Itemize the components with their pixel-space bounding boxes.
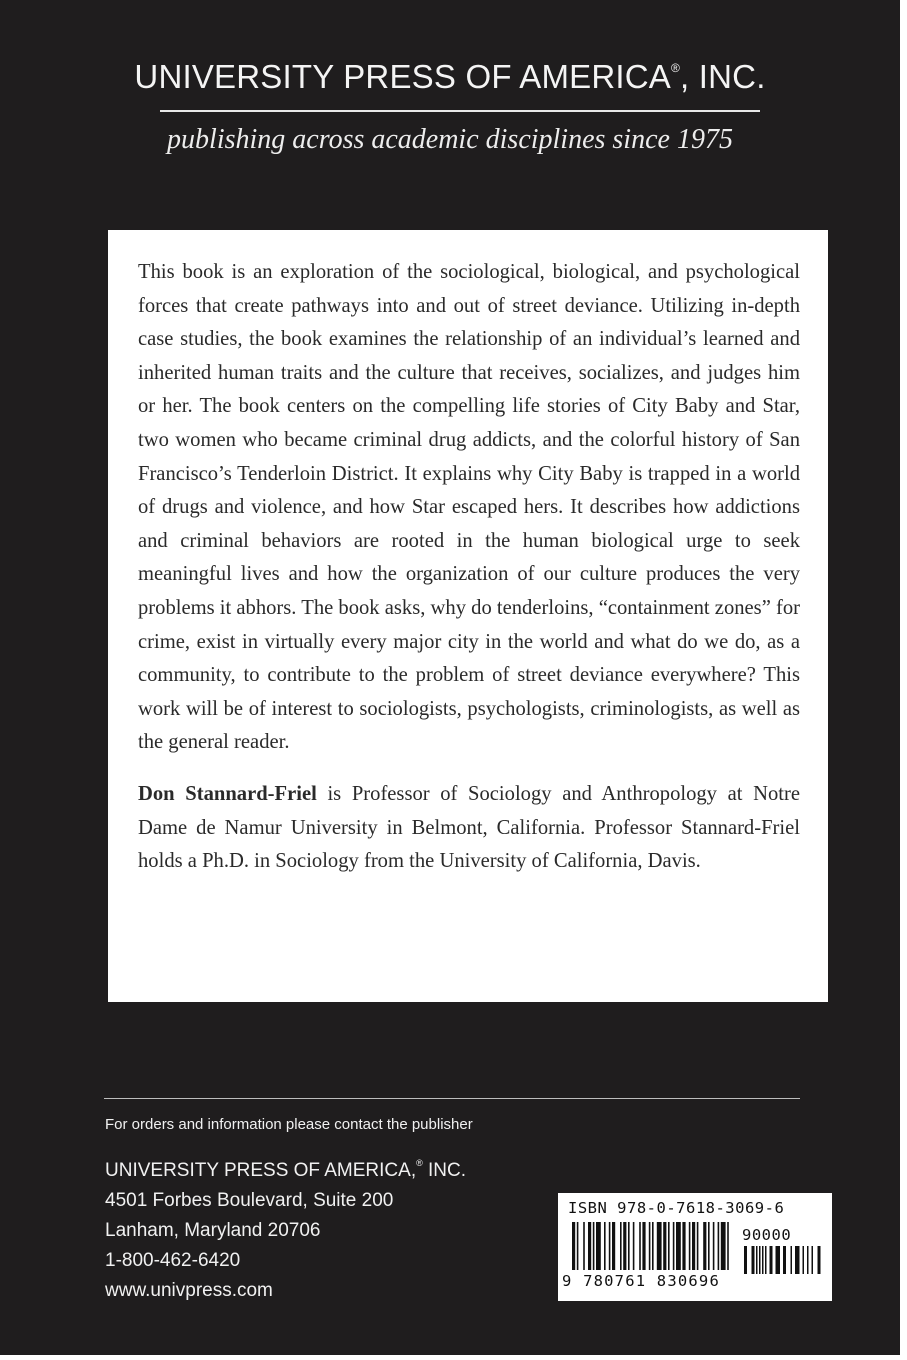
book-description: This book is an exploration of the sociological, biological, and psychological forces that create pathways into and out of street deviance. Utilizing in-depth case studies, the book examines the relationship of an individual’s learned and inherited human traits and the culture that receives, socializes, and judges him or her. The book centers on the compelling life stories of City Baby and Star, two women who became criminal drug addicts, and the colorful history of San Francisco’s Tenderloin District. It explains why City Baby is trapped in a world of drugs and violence, and how Star escaped hers. It describes how addictions and criminal behaviors are rooted in the human biological urge to seek meaningful lives and how the organization of our culture produces the very problems it abhors. The book asks, why do tenderloins, “containment zones” for crime, exist in virtually every major city in the world and what do we do, as a community, to contribute to the problem of street deviance everywhere? This work will be of interest to sociologists, psychologists, criminologists, as well as the general reader.	[138, 261, 800, 754]
barcode-addon-bar	[807, 1246, 809, 1274]
barcode-bar	[609, 1222, 611, 1270]
barcode-bar	[583, 1222, 585, 1270]
contact-publisher	[105, 1148, 545, 1186]
barcode-addon-bar	[765, 1246, 767, 1274]
barcode-digits: 9 780761 830696	[562, 1272, 720, 1290]
barcode-bar	[676, 1222, 681, 1270]
barcode-bar	[718, 1222, 720, 1270]
barcode-addon-bar	[812, 1246, 814, 1274]
author-bio: is Professor of Sociology and Anthropology at Notre Dame de Namur University in Belmont, California. Professor Stannard-Friel holds a Ph.D. in Sociology from the University of California, Davis.	[138, 782, 800, 873]
barcode-addon-bar	[795, 1246, 800, 1274]
barcode-bar	[593, 1222, 595, 1270]
barcode-addon-bar	[791, 1246, 793, 1274]
isbn-barcode	[558, 1193, 832, 1301]
barcode-bar	[620, 1222, 622, 1270]
publisher-contact	[105, 1116, 545, 1306]
barcode-addon-bar	[762, 1246, 764, 1274]
barcode-bar	[604, 1222, 606, 1270]
barcode-bar	[649, 1222, 651, 1270]
phone-number: 1-800-462-6420	[105, 1250, 241, 1271]
footer-divider	[104, 1098, 800, 1099]
website-link[interactable]: www.univpress.com	[105, 1280, 273, 1301]
barcode-addon-bar	[744, 1246, 747, 1274]
barcode-bar	[612, 1222, 615, 1270]
barcode-bar	[727, 1222, 729, 1270]
address-line-1: 4501 Forbes Boulevard, Suite 200	[105, 1190, 394, 1211]
barcode-bar	[577, 1222, 579, 1270]
author-name: Don Stannard-Friel	[138, 782, 317, 805]
barcode-bar	[572, 1222, 575, 1270]
publisher-name: UNIVERSITY PRESS OF AMERICA	[134, 58, 671, 95]
barcode-bar	[692, 1222, 695, 1270]
barcode-addon-bar	[783, 1246, 786, 1274]
barcode-bar	[708, 1222, 710, 1270]
barcode-addon-code: 90000	[742, 1226, 792, 1244]
barcode-addon-bar	[756, 1246, 758, 1274]
barcode-bar	[623, 1222, 626, 1270]
barcode-bar	[689, 1222, 691, 1270]
header-divider	[160, 110, 760, 112]
barcode-addon-bar	[776, 1246, 781, 1274]
barcode-bar	[652, 1222, 654, 1270]
publisher-header	[0, 58, 900, 96]
barcode-bar	[682, 1222, 685, 1270]
barcode-addon-bar	[752, 1246, 755, 1274]
publisher-tagline: publishing across academic disciplines since 1975	[167, 124, 733, 155]
blurb-panel	[108, 230, 828, 1002]
address-line-2: Lanham, Maryland 20706	[105, 1220, 321, 1241]
barcode-bar	[668, 1222, 670, 1270]
barcode-bar	[642, 1222, 645, 1270]
contact-publisher-name: UNIVERSITY PRESS OF AMERICA,	[105, 1160, 417, 1181]
contact-intro: For orders and information please contact the publisher	[105, 1116, 473, 1133]
barcode-bar	[633, 1222, 635, 1270]
barcode-bar	[628, 1222, 630, 1270]
barcode-bar	[703, 1222, 706, 1270]
author-bio-paragraph	[138, 778, 800, 879]
barcode-bar	[721, 1222, 726, 1270]
barcode-addon-bar	[803, 1246, 805, 1274]
barcode-bar	[673, 1222, 675, 1270]
barcode-bar	[596, 1222, 601, 1270]
isbn-label: ISBN 978-0-7618-3069-6	[568, 1199, 785, 1217]
barcode-bar	[713, 1222, 715, 1270]
barcode-addon-bar	[770, 1246, 773, 1274]
barcode-bar	[657, 1222, 662, 1270]
barcode-bar	[588, 1222, 591, 1270]
barcode-bar	[697, 1222, 699, 1270]
barcode-bar	[639, 1222, 641, 1270]
contact-publisher-suffix: INC.	[422, 1160, 467, 1181]
contact-registered-mark: ®	[416, 1158, 423, 1168]
barcode-bar	[663, 1222, 666, 1270]
barcode-addon-bar	[759, 1246, 761, 1274]
barcode-addon-bar	[818, 1246, 821, 1274]
publisher-suffix: , INC.	[680, 58, 766, 95]
registered-mark: ®	[670, 61, 681, 75]
